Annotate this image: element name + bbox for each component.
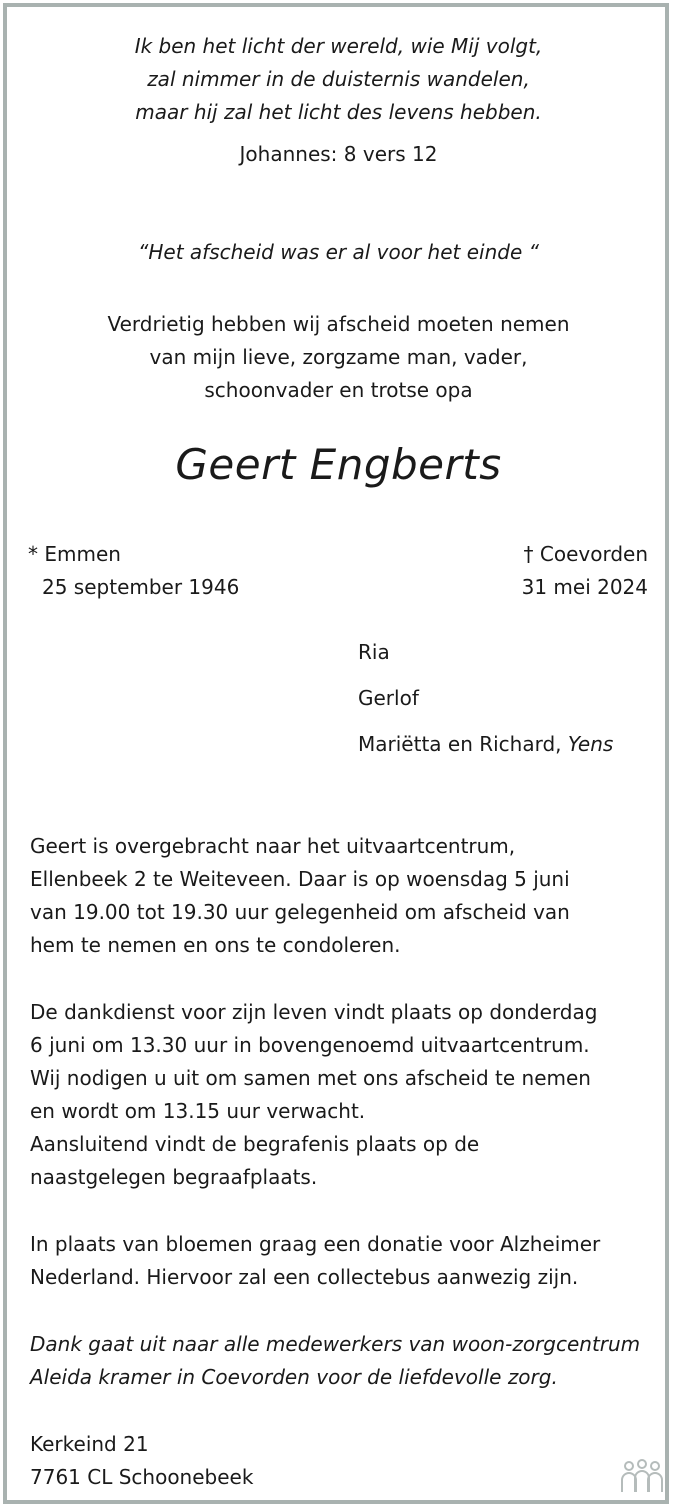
paragraph-line: 6 juni om 13.30 uur in bovengenoemd uitvaartcentrum. bbox=[30, 1033, 590, 1057]
paragraph-line: De dankdienst voor zijn leven vindt plaats op donderdag bbox=[30, 1000, 598, 1024]
deceased-name: Geert Engberts bbox=[175, 440, 502, 489]
paragraph-line: van 19.00 tot 19.30 uur gelegenheid om afscheid van bbox=[30, 900, 570, 924]
grandchild-name: Yens bbox=[567, 732, 614, 756]
bible-verse bbox=[0, 30, 677, 129]
address-city: 7761 CL Schoonebeek bbox=[30, 1465, 254, 1489]
couple-names: Mariëtta en Richard, bbox=[358, 732, 562, 756]
intro-text bbox=[0, 308, 677, 407]
verse-line: Ik ben het licht der wereld, wie Mij volgt, bbox=[134, 34, 543, 58]
birth-date: 25 september 1946 bbox=[42, 575, 240, 599]
birth-place: * Emmen bbox=[28, 542, 121, 566]
paragraph-line: hem te nemen en ons te condoleren. bbox=[30, 933, 401, 957]
paragraph-line: Dank gaat uit naar alle medewerkers van woon-zorgcentrum bbox=[30, 1332, 641, 1356]
paragraph-line: Aansluitend vindt de begrafenis plaats op de bbox=[30, 1132, 480, 1156]
family-member: Ria bbox=[358, 640, 390, 664]
paragraph-line: Ellenbeek 2 te Weiteveen. Daar is op woensdag 5 juni bbox=[30, 867, 570, 891]
paragraph-line: In plaats van bloemen graag een donatie voor Alzheimer bbox=[30, 1232, 601, 1256]
paragraph-line: Aleida kramer in Coevorden voor de liefdevolle zorg. bbox=[30, 1365, 558, 1389]
paragraph-donation bbox=[30, 1228, 600, 1294]
farewell-quote: “Het afscheid was er al voor het einde “ bbox=[138, 240, 539, 264]
birth-info bbox=[28, 538, 239, 604]
death-info bbox=[522, 538, 648, 604]
death-place: † Coevorden bbox=[523, 542, 648, 566]
family-member: Gerlof bbox=[358, 686, 419, 710]
paragraph-thanks bbox=[30, 1328, 640, 1394]
address-street: Kerkeind 21 bbox=[30, 1432, 149, 1456]
family-couple bbox=[358, 732, 613, 756]
address bbox=[30, 1428, 253, 1494]
verse-reference: Johannes: 8 vers 12 bbox=[239, 142, 438, 166]
paragraph-line: Geert is overgebracht naar het uitvaartcentrum, bbox=[30, 834, 516, 858]
intro-line: van mijn lieve, zorgzame man, vader, bbox=[149, 345, 528, 369]
verse-line: zal nimmer in de duisternis wandelen, bbox=[147, 67, 530, 91]
intro-line: schoonvader en trotse opa bbox=[204, 378, 473, 402]
death-date: 31 mei 2024 bbox=[521, 575, 648, 599]
paragraph-line: Nederland. Hiervoor zal een collectebus aanwezig zijn. bbox=[30, 1265, 579, 1289]
family-group-icon bbox=[619, 1458, 665, 1494]
verse-line: maar hij zal het licht des levens hebben. bbox=[135, 100, 542, 124]
paragraph-line: naastgelegen begraafplaats. bbox=[30, 1165, 318, 1189]
paragraph-line: Wij nodigen u uit om samen met ons afscheid te nemen bbox=[30, 1066, 591, 1090]
paragraph-line: en wordt om 13.15 uur verwacht. bbox=[30, 1099, 366, 1123]
paragraph-viewing bbox=[30, 830, 570, 962]
paragraph-service bbox=[30, 996, 597, 1194]
intro-line: Verdrietig hebben wij afscheid moeten nemen bbox=[107, 312, 570, 336]
